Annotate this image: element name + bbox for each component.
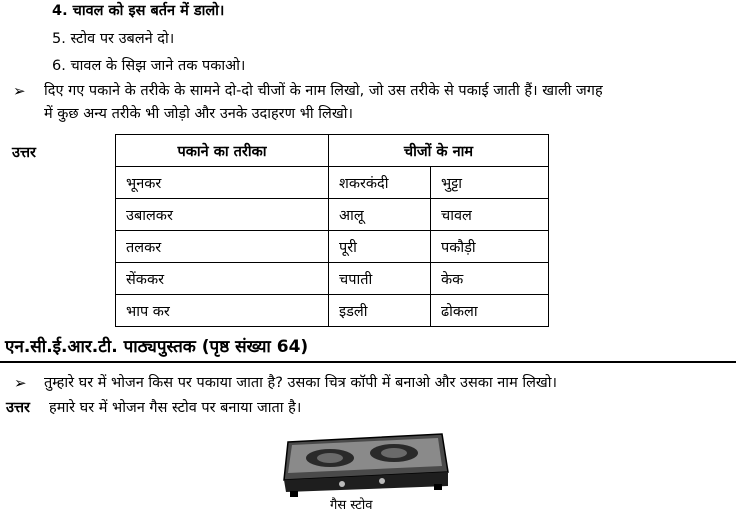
table-cell-method: उबालकर: [116, 199, 329, 231]
cooking-methods-table: [115, 134, 549, 327]
table-cell-item: भुट्टा: [431, 167, 549, 199]
arrow-icon: ➢: [14, 374, 27, 392]
table-cell-method: भूनकर: [116, 167, 329, 199]
answer2-text: हमारे घर में भोजन गैस स्टोव पर बनाया जाता है।: [49, 400, 302, 416]
table-row: [116, 199, 549, 231]
section-heading: एन.सी.ई.आर.टी. पाठ्यपुस्तक (पृष्ठ संख्या 64): [5, 337, 309, 357]
table-cell-item: चावल: [431, 199, 549, 231]
table-cell-item: पकौड़ी: [431, 231, 549, 263]
table-cell-item: इडली: [329, 295, 431, 327]
table-cell-item: ढोकला: [431, 295, 549, 327]
table-cell-method: तलकर: [116, 231, 329, 263]
table-row: [116, 167, 549, 199]
table-cell-item: चपाती: [329, 263, 431, 295]
arrow-icon: ➢: [13, 82, 26, 100]
answer-label: उत्तर: [12, 145, 36, 161]
table-header-items: चीजों के नाम: [329, 135, 549, 167]
table-cell-item: केक: [431, 263, 549, 295]
answer2-label: उत्तर: [6, 400, 30, 416]
table-header-method: पकाने का तरीका: [116, 135, 329, 167]
step-4: 4. चावल को इस बर्तन में डालो।: [52, 3, 225, 19]
table-header-row: [116, 135, 549, 167]
step-6: 6. चावल के सिझ जाने तक पकाओ।: [52, 58, 246, 74]
table-cell-method: भाप कर: [116, 295, 329, 327]
gas-stove-image: [282, 428, 450, 498]
question1-line1: दिए गए पकाने के तरीके के सामने दो-दो चीजों के नाम लिखो, जो उस तरीके से पकाई जाती हैं। खाली जगह: [44, 83, 603, 99]
table-cell-item: आलू: [329, 199, 431, 231]
table-cell-item: शकरकंदी: [329, 167, 431, 199]
question1-line2: में कुछ अन्य तरीके भी जोड़ो और उनके उदाहरण भी लिखो।: [44, 106, 353, 122]
table-row: [116, 263, 549, 295]
figure-caption: गैस स्टोव: [330, 498, 373, 513]
question2: तुम्हारे घर में भोजन किस पर पकाया जाता है? उसका चित्र कॉपी में बनाओ और उसका नाम लिखो।: [44, 375, 558, 391]
table-cell-item: पूरी: [329, 231, 431, 263]
table-row: [116, 231, 549, 263]
table-row: [116, 295, 549, 327]
table-cell-method: सेंककर: [116, 263, 329, 295]
step-5: 5. स्टोव पर उबलने दो।: [52, 31, 175, 47]
heading-divider: [0, 361, 736, 363]
